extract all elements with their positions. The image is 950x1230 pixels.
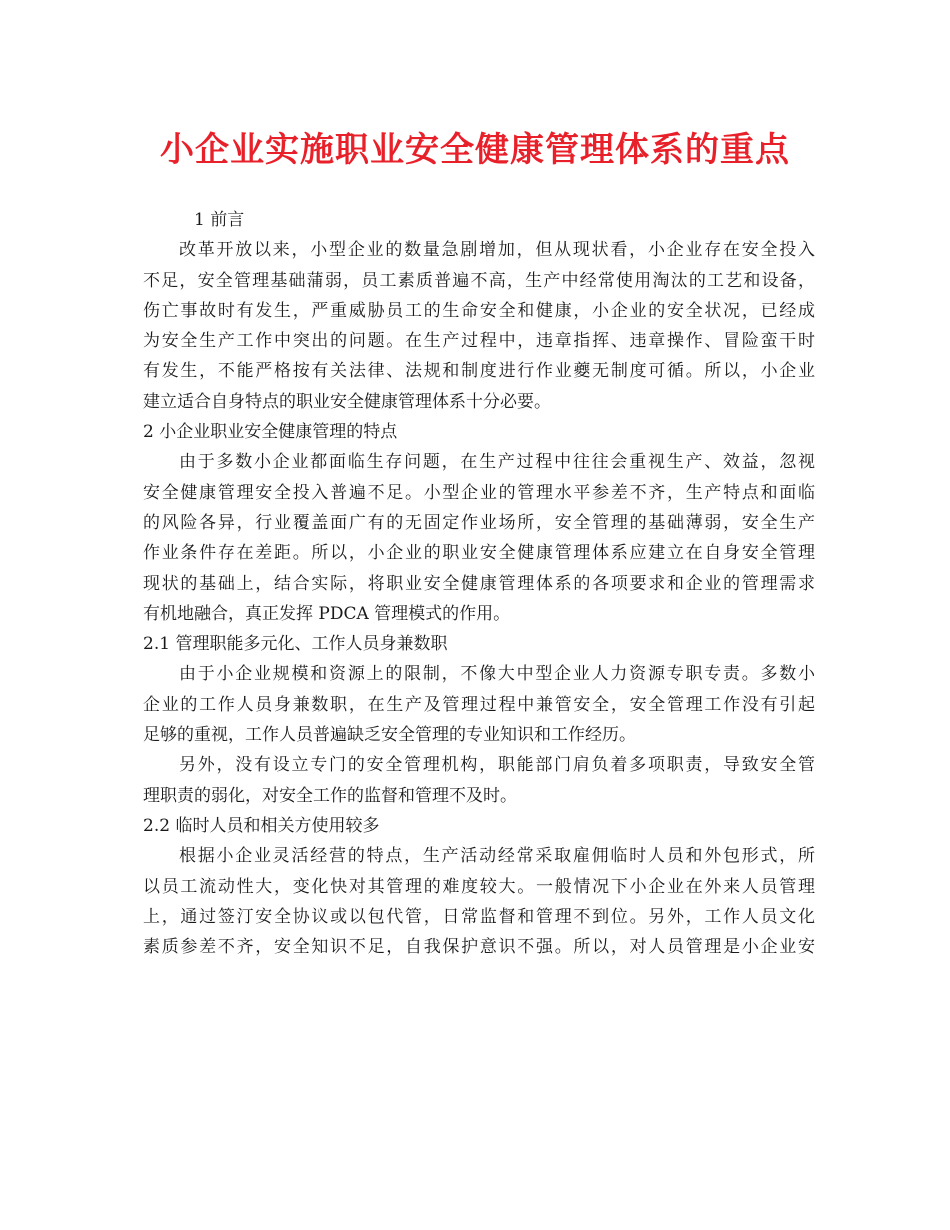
paragraph-line: 作业条件存在差距。所以，小企业的职业安全健康管理体系应建立在自身安全管理 [143,543,815,564]
document-body [143,205,815,962]
paragraph-line: 另外，没有设立专门的安全管理机构，职能部门肩负着多项职责，导致安全管 [179,755,815,776]
paragraph-line: 企业的工作人员身兼数职，在生产及管理过程中兼管安全，安全管理工作没有引起 [143,694,815,715]
paragraph-line: 改革开放以来，小型企业的数量急剧增加，但从现状看，小企业存在安全投入 [179,240,815,261]
paragraph-line: 有机地融合，真正发挥 PDCA 管理模式的作用。 [143,603,511,624]
paragraph-line: 不足，安全管理基础蒲弱，员工素质普遍不高，生产中经常使用淘汰的工艺和设备， [143,270,815,291]
heading-preface: 1 前言 [194,210,245,230]
paragraph-line: 的风险各异，行业覆盖面广有的无固定作业场所，安全管理的基础薄弱，安全生产 [143,512,815,533]
paragraph-line: 根据小企业灵活经营的特点，生产活动经常采取雇佣临时人员和外包形式，所 [179,846,815,867]
paragraph-line: 由于多数小企业都面临生存问题，在生产过程中往往会重视生产、效益，忽视 [179,452,815,473]
paragraph-line: 由于小企业规模和资源上的限制，不像大中型企业人力资源专职专责。多数小 [179,664,815,685]
section-heading: 2.1 管理职能多元化、工作人员身兼数职 [143,634,448,655]
paragraph-line: 素质参差不齐，安全知识不足，自我保护意识不强。所以，对人员管理是小企业安 [143,937,815,958]
paragraph-line: 建立适合自身特点的职业安全健康管理体系十分必要。 [143,391,551,412]
paragraph-line: 为安全生产工作中突出的问题。在生产过程中，违章指挥、违章操作、冒险蛮干时 [143,331,815,352]
paragraph-line: 现状的基础上，结合实际，将职业安全健康管理体系的各项要求和企业的管理需求 [143,573,815,594]
paragraph-line: 以员工流动性大，变化快对其管理的难度较大。一般情况下小企业在外来人员管理 [143,876,815,897]
section-heading: 2.2 临时人员和相关方使用较多 [143,815,380,836]
paragraph-line: 上，通过签汀安全协议或以包代管，日常监督和管理不到位。另外，工作人员文化 [143,906,815,927]
paragraph-line: 安全健康管理安全投入普遍不足。小型企业的管理水平参差不齐，生产特点和面临 [143,482,815,503]
paragraph-line: 伤亡事故时有发生，严重威胁员工的生命安全和健康，小企业的安全状况，已经成 [143,300,815,321]
section-heading: 2 小企业职业安全健康管理的特点 [143,422,398,443]
paragraph-line: 足够的重视，工作人员普遍缺乏安全管理的专业知识和工作经历。 [143,725,636,746]
paragraph-line: 有发生，不能严格按有关法律、法规和制度进行作业夔无制度可循。所以，小企业 [143,361,815,382]
document-title: 小企业实施职业安全健康管理体系的重点 [160,130,790,170]
paragraph-line: 理职责的弱化，对安全工作的监督和管理不及时。 [143,785,517,806]
